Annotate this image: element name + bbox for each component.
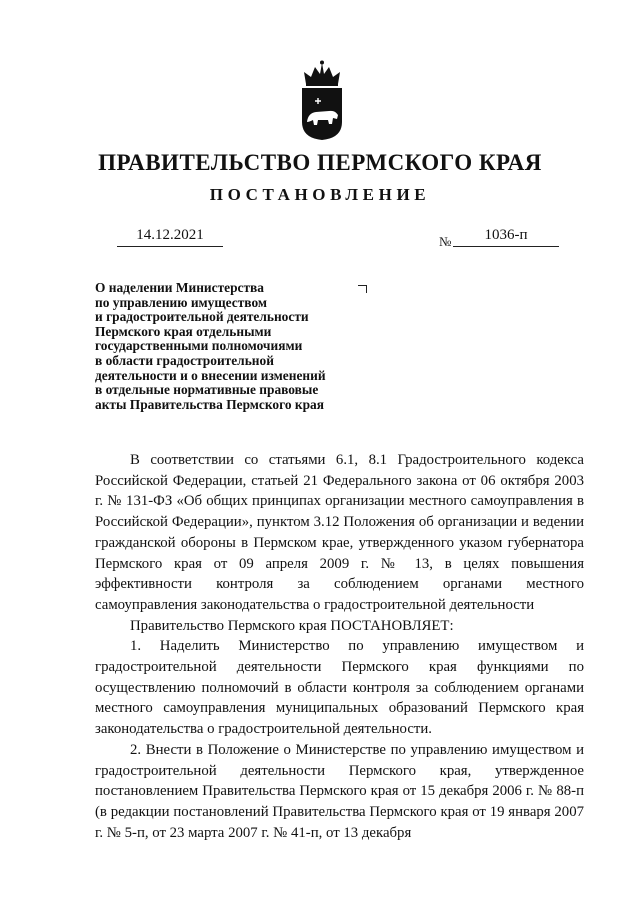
document-date: 14.12.2021 xyxy=(117,227,223,247)
corner-mark xyxy=(358,285,367,293)
government-title: ПРАВИТЕЛЬСТВО ПЕРМСКОГО КРАЯ xyxy=(98,150,542,175)
item-2-paragraph: 2. Внести в Положение о Министерстве по управлению имуществом и градостроительной деятельности Пермского края, утвержденное постановлением Правительства Пермского края от 15 декабря 2006 г. № 88-п (в редакции постановлений Правительства Пермского края от 19 января 2007 г. № 5-п, от 23 марта 2007 г. № 41-п, от 13 декабря xyxy=(95,741,584,841)
preamble-paragraph: В соответствии со статьями 6.1, 8.1 Градостроительного кодекса Российской Федерации, статьей 21 Федерального закона от 06 октября 2003 г. № 131-ФЗ «Об общих принципах организации местного самоуправления в Российской Федерации», пунктом 3.12 Положения об организации и ведении гражданской обороны в Пермском крае, утвержденного указом губернатора Пермского края от 09 апреля 2009 г. № 13, в целях повышения эффективности контроля за соблюдением органами местного самоуправления законодательства о градостроительной деятельности xyxy=(95,452,584,613)
document-type: ПОСТАНОВЛЕНИЕ xyxy=(209,185,431,204)
resolve-paragraph: Правительство Пермского края ПОСТАНОВЛЯЕТ: xyxy=(130,617,454,634)
number-label: № xyxy=(439,234,452,249)
perm-krai-coat-of-arms-icon xyxy=(296,60,348,142)
item-1-paragraph: 1. Наделить Министерство по управлению имуществом и градостроительной деятельности Пермского края функциями по осуществлению полномочий в области контроля за соблюдением органами местного самоуправления муниципальных образований Пермского края законодательства о градостроительной деятельности. xyxy=(95,638,584,738)
document-subject: О наделении Министерства по управлению имуществом и градостроительной деятельности Пермского края отдельными государственными полномочиями в области градостроительной деятельности и о внесении изменений в отдельные нормативные правовые акты Правительства Пермского края xyxy=(95,280,326,412)
document-number: 1036-п xyxy=(453,227,559,247)
document-body xyxy=(95,450,584,843)
